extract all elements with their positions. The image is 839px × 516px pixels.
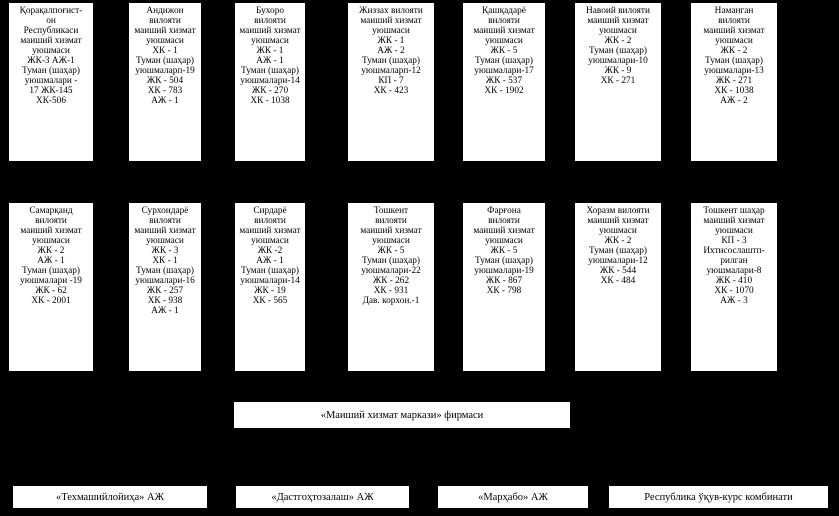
node-line: вилояти bbox=[375, 216, 407, 227]
node-line: уюшмалари-17 bbox=[474, 66, 534, 77]
node-line: ЖК - 5 bbox=[490, 246, 518, 257]
node-line: маиший хизмат bbox=[239, 26, 301, 37]
node-respublika-uquv-kurs-kombinati bbox=[608, 485, 829, 509]
node-line: ХК - 1070 bbox=[714, 286, 754, 297]
node-tashkent-region bbox=[347, 202, 435, 372]
node-line: уюшмаси bbox=[715, 226, 753, 237]
node-tashkent-city bbox=[690, 202, 778, 372]
node-kashkadarya bbox=[462, 2, 546, 162]
node-jizzakh bbox=[347, 2, 435, 162]
node-line: вилояти bbox=[488, 216, 520, 227]
node-marhabo-aj bbox=[437, 485, 589, 509]
node-bukhara bbox=[234, 2, 306, 162]
node-line: ЖК - 271 bbox=[715, 76, 753, 87]
node-line: ЖК - 62 bbox=[35, 286, 67, 297]
node-line: ЖК - 5 bbox=[490, 46, 518, 57]
node-line: вилояти bbox=[254, 16, 286, 27]
node-line: маиший хизмат bbox=[587, 216, 649, 227]
node-label: «Марҳабо» АЖ bbox=[478, 491, 548, 503]
node-line: уюшмаларп-12 bbox=[361, 66, 421, 77]
node-line: уюшмалари -19 bbox=[20, 276, 82, 287]
node-line: Тошкент bbox=[373, 206, 409, 216]
node-line: Андижон bbox=[146, 6, 184, 16]
node-line: Туман (шаҳар) bbox=[475, 56, 533, 67]
node-line: уюшмаси bbox=[146, 36, 184, 47]
node-dastgohtozalash-aj bbox=[235, 485, 410, 509]
node-line: маиший хизмат bbox=[587, 16, 649, 27]
node-line: вилояти bbox=[35, 216, 67, 227]
node-line: уюшмаси bbox=[599, 226, 637, 237]
node-line: уюшмаси bbox=[372, 236, 410, 247]
node-line: Туман (шаҳар) bbox=[362, 256, 420, 267]
node-line: Қашқадарё bbox=[482, 6, 526, 16]
node-line: уюшмалари-8 bbox=[706, 266, 762, 277]
node-line: ХК - 798 bbox=[486, 286, 522, 297]
node-karakalpakstan bbox=[8, 2, 94, 162]
node-line: ЖК - 257 bbox=[146, 286, 184, 297]
node-line: КП - 7 bbox=[378, 76, 404, 87]
node-line: уюшмаси bbox=[599, 26, 637, 37]
node-line: маиший хизмат bbox=[134, 26, 196, 37]
node-line: Қорақалпоғист- bbox=[19, 6, 83, 16]
node-line: маиший хизмат bbox=[473, 226, 535, 237]
node-andijan bbox=[128, 2, 202, 162]
node-line: уюшмаси bbox=[485, 236, 523, 247]
node-samarkand bbox=[8, 202, 94, 372]
node-line: ЖК - 5 bbox=[377, 246, 405, 257]
node-line: ЖК - 3 bbox=[151, 246, 179, 257]
node-line: Туман (шаҳар) bbox=[362, 56, 420, 67]
node-line: Хоразм вилояти bbox=[586, 206, 650, 216]
node-line: уюшмалари - bbox=[24, 76, 78, 87]
node-line: Туман (шаҳар) bbox=[22, 266, 80, 277]
node-line: Навоий вилояти bbox=[586, 6, 650, 16]
node-fergana bbox=[462, 202, 546, 372]
node-line: Сурхондарё bbox=[141, 206, 189, 216]
node-line: уюшмалари-14 bbox=[240, 276, 300, 287]
node-line: ХК - 783 bbox=[147, 86, 183, 97]
node-surkhandarya bbox=[128, 202, 202, 372]
node-line: ХК - 1902 bbox=[484, 86, 524, 97]
node-line: АЖ - 1 bbox=[256, 56, 284, 67]
node-line: ЖК -2 bbox=[257, 246, 283, 257]
node-line: ЖК - 2 bbox=[604, 36, 632, 47]
node-navoiy bbox=[574, 2, 662, 162]
node-line: уюшмаси bbox=[32, 236, 70, 247]
node-line: маиший хизмат bbox=[134, 226, 196, 237]
node-line: АЖ - 1 bbox=[151, 96, 179, 107]
node-line: уюшмаси bbox=[251, 236, 289, 247]
node-line: уюшмаси bbox=[32, 46, 70, 57]
node-line: маиший хизмат bbox=[20, 36, 82, 47]
node-line: ХК - 1038 bbox=[250, 96, 290, 107]
node-line: Дав. корхон.-1 bbox=[362, 296, 420, 307]
node-line: уюшмалари-19 bbox=[474, 266, 534, 277]
node-line: АЖ - 1 bbox=[256, 256, 284, 267]
node-line: Туман (шаҳар) bbox=[241, 266, 299, 277]
node-khorezm bbox=[574, 202, 662, 372]
node-line: ЖК - 1 bbox=[256, 46, 284, 57]
node-line: АЖ - 3 bbox=[720, 296, 748, 307]
node-line: уюшмаси bbox=[485, 36, 523, 47]
node-line: Республикаси bbox=[23, 26, 79, 37]
node-label: «Маиший хизмат маркази» фирмаси bbox=[320, 409, 484, 421]
node-line: Наманган bbox=[714, 6, 754, 16]
node-line: ХК - 1 bbox=[152, 256, 178, 267]
node-line: уюшмаси bbox=[372, 26, 410, 37]
node-line: ЖК - 19 bbox=[254, 286, 286, 297]
node-line: маиший хизмат bbox=[703, 26, 765, 37]
node-line: уюшмаси bbox=[251, 36, 289, 47]
node-line: Туман (шаҳар) bbox=[136, 56, 194, 67]
node-line: уюшмалари-16 bbox=[135, 276, 195, 287]
node-line: ХК - 1038 bbox=[714, 86, 754, 97]
node-line: ХК - 565 bbox=[252, 296, 288, 307]
node-line: маиший хизмат bbox=[360, 226, 422, 237]
node-line: ХК - 484 bbox=[600, 276, 636, 287]
node-line: уюшмаси bbox=[715, 36, 753, 47]
node-line: маиший хизмат bbox=[473, 26, 535, 37]
node-line: АЖ - 2 bbox=[377, 46, 405, 57]
node-line: АЖ - 2 bbox=[720, 96, 748, 107]
node-line: ЖК - 2 bbox=[37, 246, 65, 257]
node-label: «Техмашийлойиҳа» АЖ bbox=[55, 491, 165, 503]
node-line: Туман (шаҳар) bbox=[589, 246, 647, 257]
node-line: уюшмалари-10 bbox=[588, 56, 648, 67]
node-line: ЖК - 544 bbox=[599, 266, 637, 277]
node-line: Ихтисослаштп- bbox=[703, 246, 765, 257]
node-line: вилояти bbox=[149, 16, 181, 27]
node-line: маиший хизмат bbox=[20, 226, 82, 237]
node-line: Туман (шаҳар) bbox=[705, 56, 763, 67]
node-line: Туман (шаҳар) bbox=[136, 266, 194, 277]
node-line: вилояти bbox=[718, 16, 750, 27]
node-line: Бухоро bbox=[256, 6, 284, 16]
node-line: Сирдарё bbox=[253, 206, 287, 216]
node-line: вилояти bbox=[149, 216, 181, 227]
node-line: уюшмалари-13 bbox=[704, 66, 764, 77]
node-line: ЖК-3 АЖ-1 bbox=[27, 56, 75, 67]
node-line: КП - 3 bbox=[721, 236, 747, 247]
node-line: АЖ - 1 bbox=[151, 306, 179, 317]
node-line: ЖК - 2 bbox=[604, 236, 632, 247]
node-line: уюшмалари-22 bbox=[361, 266, 421, 277]
node-line: ЖК - 537 bbox=[485, 76, 523, 87]
node-line: ЖК - 9 bbox=[604, 66, 632, 77]
node-line: ХК-506 bbox=[36, 96, 66, 107]
node-line: ЖК - 867 bbox=[485, 276, 523, 287]
node-line: АЖ - 1 bbox=[37, 256, 65, 267]
node-line: Туман (шаҳар) bbox=[22, 66, 80, 77]
node-line: ЖК - 2 bbox=[720, 46, 748, 57]
node-line: ХК - 271 bbox=[600, 76, 636, 87]
node-line: уюшмаси bbox=[146, 236, 184, 247]
node-line: ХК - 931 bbox=[373, 286, 409, 297]
node-line: ХК - 938 bbox=[147, 296, 183, 307]
node-line: ЖК - 270 bbox=[251, 86, 289, 97]
node-tehmashloyiha-aj bbox=[12, 485, 208, 509]
node-line: уюшмалари-12 bbox=[588, 256, 648, 267]
node-label: Республика ўқув-курс комбинати bbox=[644, 491, 793, 503]
node-line: Туман (шаҳар) bbox=[241, 66, 299, 77]
node-line: Туман (шаҳар) bbox=[589, 46, 647, 57]
node-line: маиший хизмат bbox=[239, 226, 301, 237]
node-line: ХК - 2001 bbox=[31, 296, 71, 307]
node-line: маиший хизмат bbox=[703, 216, 765, 227]
node-line: 17 ЖК-145 bbox=[29, 86, 73, 97]
node-line: Самарқанд bbox=[29, 206, 73, 216]
node-line: ЖК - 1 bbox=[377, 36, 405, 47]
node-line: ЖК - 410 bbox=[715, 276, 753, 287]
node-syrdarya bbox=[234, 202, 306, 372]
node-line: Тошкент шаҳар bbox=[703, 206, 765, 216]
node-line: уюшмалари-14 bbox=[240, 76, 300, 87]
node-line: ЖК - 504 bbox=[146, 76, 184, 87]
node-maishiy-khizmat-markazi-firmasi bbox=[233, 401, 571, 429]
node-namangan bbox=[690, 2, 778, 162]
node-line: Фарғона bbox=[487, 206, 521, 216]
node-line: уюшмаларп-19 bbox=[135, 66, 195, 77]
node-label: «Дастгоҳтозалаш» АЖ bbox=[271, 491, 374, 503]
node-line: он bbox=[46, 16, 56, 27]
node-line: Туман (шаҳар) bbox=[475, 256, 533, 267]
node-line: Жиззах вилояти bbox=[359, 6, 423, 16]
node-line: маиший хизмат bbox=[360, 16, 422, 27]
node-line: вилояти bbox=[254, 216, 286, 227]
node-line: рилган bbox=[720, 256, 748, 267]
node-line: вилояти bbox=[488, 16, 520, 27]
node-line: ХК - 1 bbox=[152, 46, 178, 57]
node-line: ЖК - 262 bbox=[372, 276, 410, 287]
node-line: ХК - 423 bbox=[373, 86, 409, 97]
